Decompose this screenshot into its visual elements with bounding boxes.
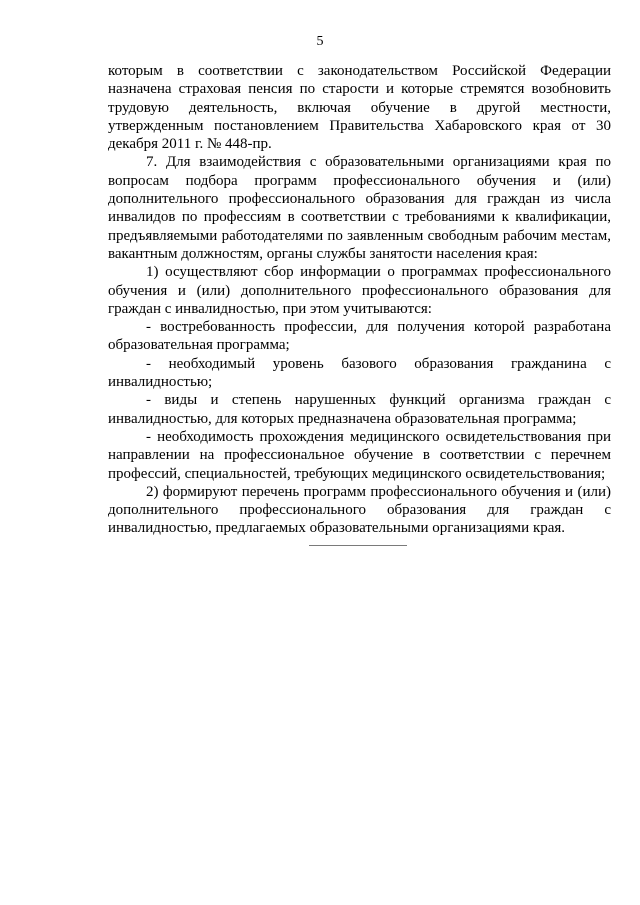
page-number: 5 — [316, 34, 324, 49]
end-divider-line — [309, 545, 407, 546]
paragraph-bullet-impairments: - виды и степень нарушенных функций организма граждан с инвалидностью, для которых предназначена образовательная программа; — [108, 392, 611, 427]
paragraph-continuation: которым в соответствии с законодательством Российской Федерации назначена страховая пенсия по старости и которые стремятся возобновить трудовую деятельность, включая обучение в другой местности, утвержденным постановлением Правительства Хабаровского края от 30 декабря 2011 г. № 448-пр. — [108, 63, 611, 153]
paragraph-bullet-demand: - востребованность профессии, для получения которой разработана образовательная программа; — [108, 319, 611, 354]
document-body — [108, 62, 611, 538]
paragraph-bullet-medical-exam: - необходимость прохождения медицинского освидетельствования при направлении на профессиональное обучение в соответствии с перечнем профессий, специальностей, требующих медицинского освидетельствования; — [108, 428, 611, 482]
paragraph-item-7: 7. Для взаимодействия с образовательными организациями края по вопросам подбора программ профессионального обучения и (или) дополнительного профессионального образования для граждан из числа инвалидов по профессиям в соответствии с требованиями к квалификации, предъявляемыми работодателями по заявленным свободным рабочим местам, вакантным должностям, органы службы занятости населения края: — [108, 154, 611, 262]
paragraph-bullet-education-level: - необходимый уровень базового образования гражданина с инвалидностью; — [108, 355, 611, 391]
paragraph-subitem-2: 2) формируют перечень программ профессионального обучения и (или) дополнительного профессионального образования для граждан с инвалидностью, предлагаемых образовательными организациями края. — [108, 483, 611, 537]
paragraph-subitem-1: 1) осуществляют сбор информации о программах профессионального обучения и (или) дополнительного профессионального образования для граждан с инвалидностью, при этом учитываются: — [108, 264, 611, 317]
